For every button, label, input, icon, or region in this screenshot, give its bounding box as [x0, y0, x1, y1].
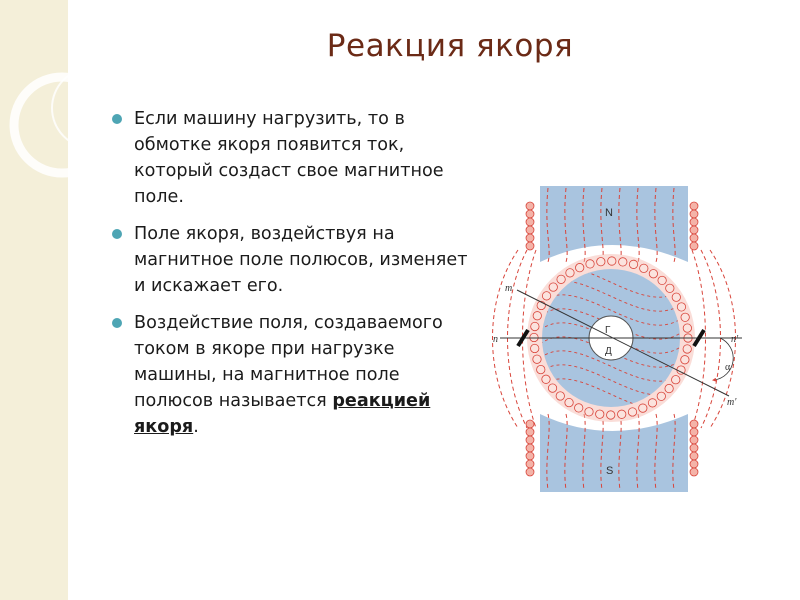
armature-coil: [537, 365, 545, 373]
pole-coil: [690, 468, 698, 476]
armature-coil: [683, 345, 691, 353]
armature-coil: [557, 275, 565, 283]
armature-coil: [531, 322, 539, 330]
armature-coil: [533, 312, 541, 320]
armature-coil: [608, 257, 616, 265]
label-m-prime: m': [727, 397, 737, 408]
north-pole: [540, 186, 688, 262]
armature-coil: [681, 356, 689, 364]
armature-coil: [629, 260, 637, 268]
armature-coil: [533, 355, 541, 363]
armature-coil: [542, 292, 550, 300]
bullet-text-end: .: [193, 417, 199, 437]
armature-coil: [618, 410, 626, 418]
label-north: N: [605, 207, 613, 219]
pole-coil: [690, 444, 698, 452]
pole-coil: [690, 234, 698, 242]
pole-coil: [526, 444, 534, 452]
label-brush-top: Г: [605, 325, 611, 336]
armature-coil: [607, 411, 615, 419]
pole-coil: [690, 436, 698, 444]
armature-coil: [548, 384, 556, 392]
label-south: S: [606, 465, 614, 477]
armature-coil: [672, 376, 680, 384]
armature-coil: [542, 375, 550, 383]
bullet-item: Поле якоря, воздействуя на магнитное поле полюсов, изменяет и искажает его.: [112, 221, 477, 299]
armature-coil: [677, 303, 685, 311]
slide-title: Реакция якоря: [326, 28, 574, 64]
label-n-prime: n': [731, 334, 739, 345]
pole-coil: [690, 460, 698, 468]
pole-coil: [526, 234, 534, 242]
armature-coil: [639, 404, 647, 412]
south-pole: [540, 414, 688, 492]
pole-coil: [526, 436, 534, 444]
bullet-list: [112, 106, 477, 451]
pole-coil: [526, 202, 534, 210]
pole-coil: [690, 210, 698, 218]
armature-coil: [575, 263, 583, 271]
armature-coil: [530, 333, 538, 341]
pole-coil: [526, 218, 534, 226]
pole-coil: [690, 202, 698, 210]
pole-coil: [526, 420, 534, 428]
armature-coil: [565, 398, 573, 406]
label-m: m: [505, 283, 513, 294]
armature-coil: [648, 399, 656, 407]
armature-coil: [566, 269, 574, 277]
pole-coil: [690, 226, 698, 234]
pole-coil: [526, 460, 534, 468]
field-line: [701, 250, 721, 428]
pole-coil: [526, 428, 534, 436]
armature-coil: [681, 313, 689, 321]
pole-coil: [526, 242, 534, 250]
pole-coil: [690, 218, 698, 226]
armature-coil: [665, 384, 673, 392]
armature-coil: [575, 404, 583, 412]
bullet-text: Воздействие поля, создаваемого током в якоре при нагрузке машины, на магнитное поле полюсов называется: [134, 313, 443, 411]
armature-coil: [640, 264, 648, 272]
label-n: n: [493, 334, 498, 345]
armature-coil: [683, 324, 691, 332]
armature-coil: [596, 410, 604, 418]
pole-coil: [690, 242, 698, 250]
label-alpha: α: [725, 362, 731, 373]
armature-coil: [628, 408, 636, 416]
highlighted-term: реакцией якоря: [134, 391, 431, 437]
bullet-item: [112, 310, 477, 440]
pole-coil: [526, 468, 534, 476]
pole-coil: [526, 452, 534, 460]
armature-coil: [619, 258, 627, 266]
pole-coil: [690, 428, 698, 436]
pole-coil: [690, 452, 698, 460]
armature-coil: [657, 392, 665, 400]
armature-coil: [658, 276, 666, 284]
pole-coil: [526, 210, 534, 218]
armature-reaction-diagram: [485, 178, 760, 498]
armature-coil: [649, 270, 657, 278]
label-brush-bottom: Д: [605, 346, 612, 357]
pole-coil: [690, 420, 698, 428]
bullet-item: Если машину нагрузить, то в обмотке якоря появится ток, который создаст свое магнитное поле.: [112, 106, 477, 210]
armature-coil: [549, 283, 557, 291]
armature-coil: [531, 344, 539, 352]
armature-coil: [586, 260, 594, 268]
pole-coil: [526, 226, 534, 234]
armature-coil: [672, 293, 680, 301]
armature-coil: [597, 257, 605, 265]
armature-coil: [556, 392, 564, 400]
armature-coil: [585, 408, 593, 416]
armature-coil: [666, 284, 674, 292]
